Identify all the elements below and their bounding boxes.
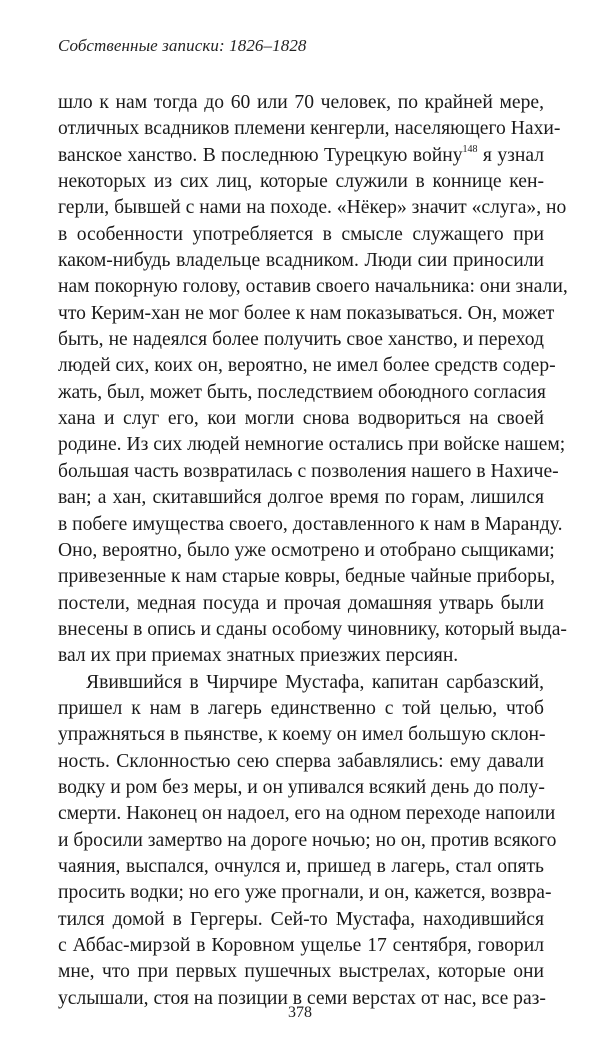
text-line-16: ван; а хан, скитавшийся долгое время по горам, лишился xyxy=(58,487,544,509)
text-line-33: с Аббас-мирзой в Коровном ущелье 17 сентября, говорил xyxy=(58,935,544,956)
text-line-32: тился домой в Гергеры. Сей-то Мустафа, находившийся xyxy=(58,908,544,930)
text-line-14: родине. Из сих людей немногие остались при войске нашем; xyxy=(58,434,566,456)
text-line-26: ность. Склонностью сею сперва забавлялись: ему давали xyxy=(58,750,544,772)
text-line-3-end: я узнал xyxy=(477,144,544,166)
text-line-7: каком-нибудь владельце всадником. Люди сии приносили xyxy=(58,250,544,272)
text-line-25: упражняться в пьянстве, к коему он имел большую склон- xyxy=(58,724,546,746)
text-line-4: некоторых из сих лиц, которые служили в коннице кен- xyxy=(58,171,544,193)
text-line-27: водку и ром без меры, и он упивался всякий день до полу- xyxy=(58,776,545,798)
text-line-9: что Керим-хан не мог более к нам показываться. Он, может xyxy=(58,302,555,324)
text-line-3 xyxy=(58,143,544,169)
text-line-28: смерти. Наконец он надоел, его на одном переходе напоили xyxy=(58,803,556,825)
body-text xyxy=(58,90,568,1012)
text-line-29: и бросили замертво на дороге ночью; но он, против всякого xyxy=(58,829,557,851)
text-line-30: чаяния, выспался, очнулся и, пришед в лагерь, стал опять xyxy=(58,855,544,877)
text-line-19: привезенные к нам старые ковры, бедные чайные приборы, xyxy=(58,566,556,588)
text-line-6: в особенности употребляется в смысле служащего при xyxy=(58,223,544,245)
text-line-11: людей сих, коих он, вероятно, не имел более средств содер- xyxy=(58,355,556,377)
text-line-23: Явившийся в Чирчире Мустафа, капитан сарбазский, xyxy=(86,671,544,693)
text-line-12: жать, был, может быть, последствием обоюдного согласия xyxy=(58,381,546,403)
text-line-18: Оно, вероятно, было уже осмотрено и отобрано сыщиками; xyxy=(58,539,555,561)
text-line-13: хана и слуг его, кои могли снова водвориться на своей xyxy=(58,408,544,430)
text-line-22: вал их при приемах знатных приезжих персиян. xyxy=(58,645,459,667)
text-line-35: услышали, стоя на позиции в семи верстах от нас, все раз- xyxy=(58,987,546,1009)
text-line-5: герли, бывшей с нами на походе. «Нёкер» значит «слуга», но xyxy=(58,197,567,219)
text-line-1: шло к нам тогда до 60 или 70 человек, по крайней мере, xyxy=(58,92,544,113)
running-header: Собственные записки: 1826–1828 xyxy=(58,36,307,55)
text-line-17: в побеге имущества своего, доставленного к нам в Маранду. xyxy=(58,513,563,535)
text-line-2: отличных всадников племени кенгерли, населяющего Нахи- xyxy=(58,118,561,140)
text-line-3-start: ванское ханство. В последнюю Турецкую войну xyxy=(58,144,463,166)
text-line-34: мне, что при первых пушечных выстрелах, которые они xyxy=(58,961,544,983)
text-line-8: нам покорную голову, оставив своего начальника: они знали, xyxy=(58,276,568,298)
text-line-24: пришел к нам в лагерь единственно с той целью, чтоб xyxy=(58,697,544,719)
footnote-reference[interactable]: 148 xyxy=(462,143,478,155)
text-line-31: просить водки; но его уже прогнали, и он, кажется, возвра- xyxy=(58,882,552,904)
page-number: 378 xyxy=(288,1004,312,1021)
text-line-20: постели, медная посуда и прочая домашняя утварь были xyxy=(58,592,544,614)
text-line-10: быть, не надеялся более получить свое ханство, и переход xyxy=(58,329,544,351)
text-line-15: большая часть возвратилась с позволения нашего в Нахиче- xyxy=(58,460,559,482)
text-line-21: внесены в опись и сданы особому чиновнику, который выда- xyxy=(58,618,567,640)
